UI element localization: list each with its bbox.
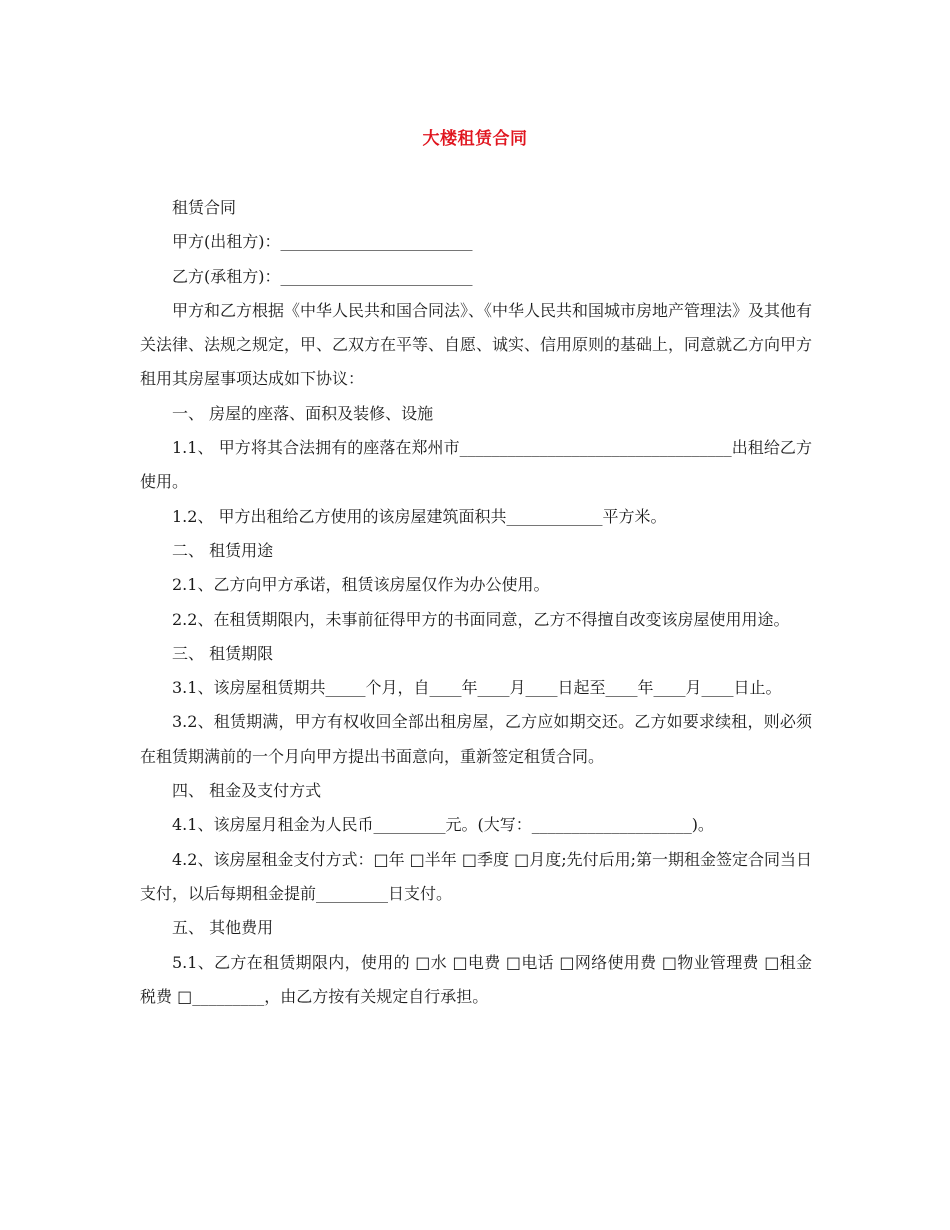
paragraph-party-a: 甲方(出租方)：________________________ [172, 232, 473, 252]
paragraph-preamble: 甲方和乙方根据《中华人民共和国合同法》、《中华人民共和国城市房地产管理法》及其他有关法律、法规之规定，甲、乙双方在平等、自愿、诚实、信用原则的基础上，同意就乙方向甲方租用其房屋事项达成如下协议： [140, 300, 813, 389]
clause-2-2: 2.2、在租赁期限内，未事前征得甲方的书面同意，乙方不得擅自改变该房屋使用用途。 [172, 609, 790, 629]
paragraph-contract-label: 租赁合同 [172, 198, 237, 217]
clause-5-1: 5.1、乙方在租赁期限内，使用的 □水 □电费 □电话 □网络使用费 □物业管理费 □租金税费 □_________，由乙方按有关规定自行承担。 [140, 952, 812, 1006]
section-heading-5: 五、 其他费用 [172, 918, 274, 938]
clause-4-1: 4.1、该房屋月租金为人民币_________元。(大写：____________________)。 [172, 815, 714, 835]
clause-4-2: 4.2、该房屋租金支付方式：□年 □半年 □季度 □月度;先付后用;第一期租金签定合同当日支付，以后每期租金提前_________日支付。 [140, 849, 812, 903]
clause-2-1: 2.1、乙方向甲方承诺，租赁该房屋仅作为办公使用。 [172, 575, 550, 595]
clause-1-1: 1.1、 甲方将其合法拥有的座落在郑州市__________________________________出租给乙方使用。 [140, 438, 812, 492]
section-heading-2: 二、 租赁用途 [172, 540, 274, 560]
section-heading-4: 四、 租金及支付方式 [172, 781, 322, 801]
clause-3-2: 3.2、租赁期满，甲方有权收回全部出租房屋，乙方应如期交还。乙方如要求续租，则必须在租赁期满前的一个月向甲方提出书面意向，重新签定租赁合同。 [140, 712, 812, 766]
clause-1-2: 1.2、 甲方出租给乙方使用的该房屋建筑面积共____________平方米。 [172, 506, 667, 526]
section-heading-3: 三、 租赁期限 [172, 643, 274, 663]
document-body [140, 191, 812, 1014]
paragraph-party-b: 乙方(承租方)：________________________ [172, 266, 473, 286]
page-title: 大楼租赁合同 [422, 129, 528, 149]
section-heading-1: 一、 房屋的座落、面积及装修、设施 [172, 403, 434, 423]
clause-3-1: 3.1、该房屋租赁期共_____个月，自____年____月____日起至____年____月____日止。 [172, 678, 782, 698]
